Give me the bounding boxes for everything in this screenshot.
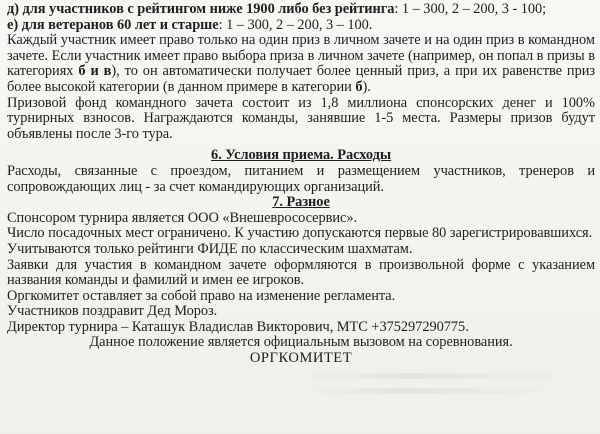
prize-line-d-label: д) для участников с рейтингом ниже 1900 либо без рейтинга <box>7 1 395 17</box>
applications-line: Заявки для участия в командном зачете оформляются в произвольной форме с указанием названия команды и фамилий и имен ее игроков. <box>7 256 595 289</box>
ratings-line: Учитываются только рейтинги ФИДЕ по классическим шахматам. <box>7 240 413 257</box>
official-call-line: Данное положение является официальным вызовом на соревнования. <box>89 334 513 351</box>
prize-line-e-label: е) для ветеранов 60 лет и старше <box>7 16 219 33</box>
director-line: Директор турнира – Каташук Владислав Викторович, МТС +375297290775. <box>7 318 469 335</box>
section-6-text: Расходы, связанные с проездом, питанием и размещением участников, тренеров и сопровождающих лиц - за счет командирующих организаций. <box>7 162 595 195</box>
committee-signature: ОРГКОМИТЕТ <box>249 350 353 367</box>
prize-line-e <box>7 18 595 34</box>
bleed-through-shadow <box>300 388 560 394</box>
prize-rule-paragraph <box>7 33 595 95</box>
section-6-title: 6. Условия приема. Расходы <box>210 147 392 164</box>
prize-line-d-values: : 1 – 300, 2 – 200, 3 - 100; <box>394 1 547 17</box>
prize-rule-text-3: ). <box>362 78 371 95</box>
prize-rule-bold-2: б <box>355 78 363 95</box>
regulation-document <box>7 2 595 367</box>
prize-rule-text-1: Каждый участник имеет право только на один приз в личном зачете и на один приз в командном зачете. Если участник имеет право выбора приза в личном зачете (например, он попал в призы в категориях <box>7 32 595 80</box>
prize-line-e-values: : 1 – 300, 2 – 200, 3 – 100. <box>218 16 373 33</box>
prize-rule-bold-1: б и в <box>78 63 112 80</box>
prize-line-d <box>7 2 595 18</box>
seats-line: Число посадочных мест ограничено. К участию допускаются первые 80 зарегистрировавшихся. <box>7 225 593 242</box>
bleed-through-shadow <box>290 373 590 379</box>
team-prize-fund: Призовой фонд командного зачета состоит из 1,8 миллиона спонсорских денег и 100% турнирных взносов. Награждаются команды, занявшие 1-5 места. Размеры призов будут объявлены после 3-го тура. <box>7 94 595 142</box>
rights-line: Оргкомитет оставляет за собой право на изменение регламента. <box>7 287 396 304</box>
prize-rule-text-2: ), то он автоматически получает более ценный приз, а при их равенстве приз более высокой категории (в данном примере в категории <box>7 63 595 95</box>
santa-line: Участников поздравит Дед Мороз. <box>7 303 218 320</box>
section-7-title: 7. Разное <box>272 194 330 211</box>
sponsor-line: Спонсором турнира является ООО «Внешеврососервис». <box>7 209 358 226</box>
